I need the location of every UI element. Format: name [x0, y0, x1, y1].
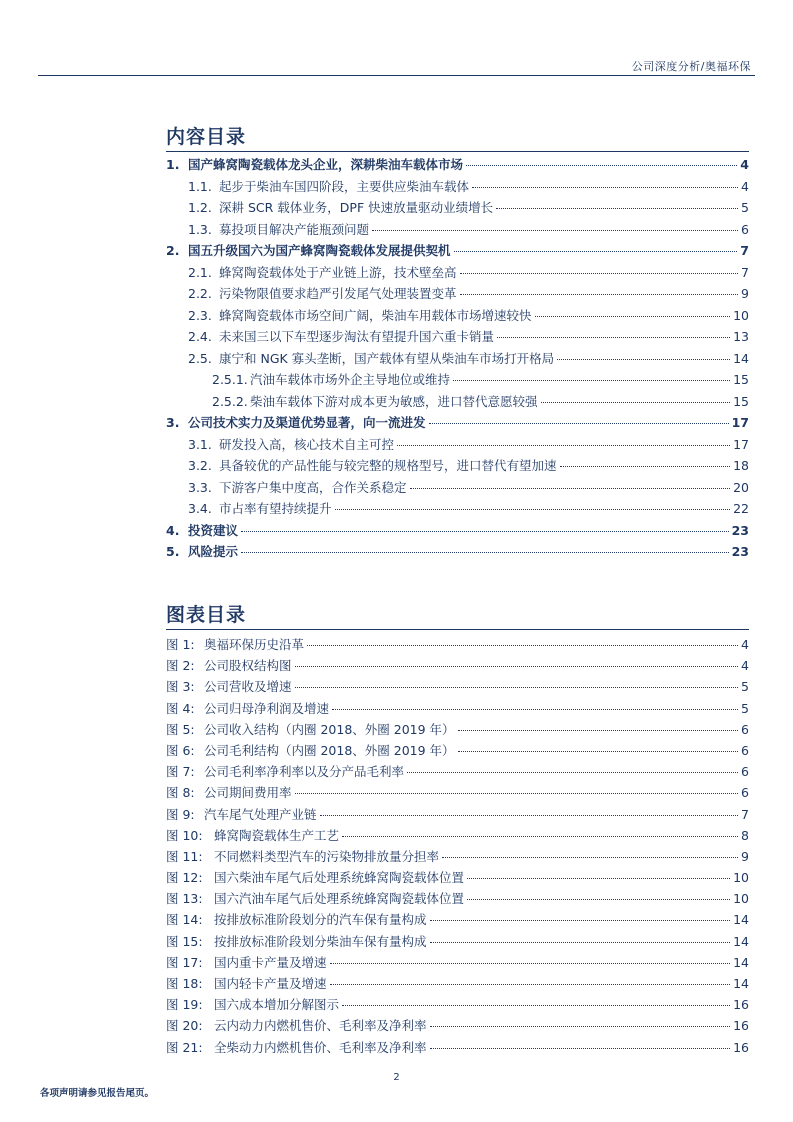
figure-entry[interactable] — [166, 761, 749, 782]
figure-entry[interactable] — [166, 782, 749, 803]
figure-entry-page: 16 — [733, 1018, 749, 1034]
figure-entry-number: 图 2: — [166, 658, 195, 674]
toc-entry-text: 国五升级国六为国产蜂窝陶瓷载体发展提供契机 — [188, 243, 451, 258]
dot-leader — [342, 1005, 730, 1006]
toc-entry[interactable] — [166, 412, 749, 434]
dot-leader — [295, 687, 739, 688]
figure-entry-number: 图 11: — [166, 848, 203, 864]
toc-entry-text: 下游客户集中度高，合作关系稳定 — [219, 479, 407, 495]
dot-leader — [460, 273, 739, 274]
figure-entry[interactable] — [166, 846, 749, 867]
toc-entry-page: 17 — [731, 415, 749, 430]
figure-entry[interactable] — [166, 740, 749, 761]
dot-leader — [458, 751, 739, 752]
page-number: 2 — [393, 1072, 400, 1083]
figure-entry-page: 4 — [741, 637, 749, 652]
dot-leader — [332, 709, 738, 710]
toc-entry-text: 具备较优的产品性能与较完整的规格型号，进口替代有望加速 — [219, 458, 557, 473]
dot-leader — [330, 963, 731, 964]
toc-entry-number: 1.2. — [188, 200, 212, 215]
toc-entry-number: 3.4. — [188, 501, 212, 516]
figure-entry[interactable] — [166, 909, 749, 930]
dot-leader — [372, 230, 738, 231]
figure-entry-number: 图 3: — [166, 679, 195, 695]
toc-entry-page: 7 — [740, 243, 749, 258]
figure-entry[interactable] — [166, 655, 749, 676]
figure-entry-text: 公司期间费用率 — [204, 785, 292, 801]
figure-entry-text: 云内动力内燃机售价、毛利率及净利率 — [214, 1018, 427, 1034]
toc-entry-page: 13 — [733, 329, 749, 344]
figure-entry-text: 蜂窝陶瓷载体生产工艺 — [214, 827, 340, 843]
figure-entry-text: 公司股权结构图 — [204, 658, 292, 674]
figure-entry-number: 图 5: — [166, 721, 195, 737]
toc-entry[interactable] — [166, 154, 749, 176]
toc-entry-number: 2.5.1. — [212, 372, 248, 387]
figure-entry[interactable] — [166, 931, 749, 952]
toc-entry-number: 2.4. — [188, 329, 212, 344]
toc-entry-text: 投资建议 — [188, 522, 239, 538]
figure-entry-number: 图 12: — [166, 870, 203, 886]
toc-title-divider — [166, 151, 749, 152]
figure-entry-page: 6 — [741, 721, 749, 737]
toc-entry-number: 4. — [166, 522, 180, 538]
toc-entry-page: 14 — [733, 350, 749, 366]
toc-entry-page: 15 — [733, 393, 749, 409]
figure-entry[interactable] — [166, 973, 749, 994]
toc-entry-text: 起步于柴油车国四阶段，主要供应柴油车载体 — [219, 178, 470, 194]
toc-entry[interactable] — [166, 477, 749, 499]
dot-leader — [342, 836, 738, 837]
toc-entry-text: 募投项目解决产能瓶颈问题 — [219, 221, 370, 237]
toc-entry[interactable] — [166, 197, 749, 219]
figure-entry[interactable] — [166, 952, 749, 973]
figure-entry-number: 图 20: — [166, 1018, 203, 1034]
figure-entry-number: 图 6: — [166, 742, 195, 758]
dot-leader — [430, 920, 731, 921]
figure-entry-page: 10 — [733, 870, 749, 886]
toc-entry-page: 4 — [741, 178, 749, 194]
toc-entry-page: 5 — [741, 200, 749, 215]
figure-entry-number: 图 8: — [166, 785, 195, 801]
disclaimer: 各项声明请参见报告尾页。 — [40, 1088, 155, 1099]
toc-entry[interactable] — [166, 262, 749, 284]
toc-entry[interactable] — [166, 434, 749, 456]
figure-entry[interactable] — [166, 1037, 749, 1058]
figure-entry-text: 按排放标准阶段划分的汽车保有量构成 — [214, 912, 427, 928]
figure-entry[interactable] — [166, 825, 749, 846]
dot-leader — [560, 466, 731, 467]
figure-entry[interactable] — [166, 719, 749, 740]
toc-entry-text: 柴油车载体下游对成本更为敏感，进口替代意愿较强 — [250, 393, 538, 409]
figure-entry-number: 图 9: — [166, 806, 195, 822]
toc-entry-text: 蜂窝陶瓷载体市场空间广阔，柴油车用载体市场增速较快 — [219, 307, 532, 323]
dot-leader — [429, 423, 729, 424]
figure-entry-number: 图 7: — [166, 764, 195, 780]
toc-entry-page: 18 — [733, 458, 749, 473]
figure-entry[interactable] — [166, 676, 749, 697]
figure-entry-number: 图 13: — [166, 891, 203, 907]
figure-entry-text: 公司毛利结构（内圈 2018、外圈 2019 年） — [204, 742, 455, 758]
toc-entry-text: 深耕 SCR 载体业务，DPF 快速放量驱动业绩增长 — [219, 200, 494, 215]
toc-entry-number: 5. — [166, 544, 180, 559]
figure-entry-number: 图 17: — [166, 954, 203, 970]
dot-leader — [541, 402, 731, 403]
toc-entry[interactable] — [166, 369, 749, 391]
toc-entry-page: 7 — [741, 264, 749, 280]
figure-entry-page: 5 — [741, 679, 749, 695]
figure-entry-text: 国六成本增加分解图示 — [214, 997, 340, 1013]
dot-leader — [454, 251, 738, 252]
figure-entry-page: 6 — [741, 742, 749, 758]
figure-entry[interactable] — [166, 698, 749, 719]
dot-leader — [295, 793, 739, 794]
figure-list-title: 图表目录 — [166, 604, 247, 626]
dot-leader — [330, 984, 731, 985]
dot-leader — [460, 294, 739, 295]
figure-entry-number: 图 15: — [166, 933, 203, 949]
toc-entry[interactable] — [166, 219, 749, 241]
toc-entry-text: 蜂窝陶瓷载体处于产业链上游，技术壁垒高 — [219, 264, 457, 280]
dot-leader — [241, 531, 729, 532]
toc-entry-page: 15 — [733, 372, 749, 387]
figure-entry-text: 公司毛利率净利率以及分产品毛利率 — [204, 764, 405, 780]
dot-leader — [557, 359, 730, 360]
toc-entry-page: 6 — [741, 221, 749, 237]
toc-entry-number: 1.3. — [188, 221, 212, 237]
dot-leader — [320, 815, 739, 816]
dot-leader — [430, 1048, 731, 1049]
toc-entry-number: 1.1. — [188, 178, 212, 194]
dot-leader — [496, 208, 738, 209]
toc-entry[interactable] — [166, 305, 749, 327]
toc-entry-text: 风险提示 — [188, 544, 239, 559]
figure-entry-page: 14 — [733, 976, 749, 991]
toc-list — [166, 154, 749, 563]
toc-entry-page: 4 — [740, 157, 749, 172]
figure-entry-text: 全柴动力内燃机售价、毛利率及净利率 — [214, 1039, 427, 1055]
figure-entry[interactable] — [166, 804, 749, 825]
toc-entry-number: 2.1. — [188, 264, 212, 280]
figure-entry-page: 7 — [741, 806, 749, 822]
toc-entry-number: 3. — [166, 415, 180, 430]
toc-entry-text: 未来国三以下车型逐步淘汰有望提升国六重卡销量 — [219, 329, 495, 344]
figure-entry[interactable] — [166, 888, 749, 909]
figure-entry-page: 14 — [733, 933, 749, 949]
dot-leader — [397, 445, 730, 446]
toc-entry[interactable] — [166, 240, 749, 262]
figure-entry-page: 6 — [741, 785, 749, 801]
toc-entry-number: 2. — [166, 243, 180, 258]
figure-entry-text: 国内重卡产量及增速 — [214, 954, 327, 970]
toc-entry-text: 公司技术实力及渠道优势显著，向一流进发 — [188, 415, 426, 430]
toc-entry-number: 3.2. — [188, 458, 212, 473]
figure-entry-page: 9 — [741, 848, 749, 864]
toc-entry-text: 污染物限值要求趋严引发尾气处理装置变革 — [219, 286, 457, 301]
toc-entry-page: 22 — [733, 501, 749, 516]
figure-entry-number: 图 14: — [166, 912, 203, 928]
figure-entry-number: 图 10: — [166, 827, 203, 843]
figure-entry-number: 图 4: — [166, 700, 195, 716]
toc-entry-page: 20 — [733, 479, 749, 495]
toc-entry-page: 10 — [733, 307, 749, 323]
figure-entry[interactable] — [166, 634, 749, 655]
figure-entry-number: 图 19: — [166, 997, 203, 1013]
figure-entry-text: 不同燃料类型汽车的污染物排放量分担率 — [214, 848, 440, 864]
toc-entry[interactable] — [166, 541, 749, 563]
toc-entry-number: 3.3. — [188, 479, 212, 495]
toc-entry[interactable] — [166, 391, 749, 413]
figure-entry[interactable] — [166, 867, 749, 888]
toc-entry[interactable] — [166, 283, 749, 305]
toc-entry-number: 2.2. — [188, 286, 212, 301]
figure-entry-page: 6 — [741, 764, 749, 780]
figure-entry-page: 16 — [733, 1039, 749, 1055]
dot-leader — [535, 316, 731, 317]
dot-leader — [458, 730, 739, 731]
figure-entry-page: 14 — [733, 912, 749, 928]
figure-entry-number: 图 1: — [166, 637, 195, 652]
figure-list-title-divider — [166, 629, 749, 630]
dot-leader — [497, 337, 730, 338]
toc-entry-page: 17 — [733, 436, 749, 452]
dot-leader — [466, 165, 737, 166]
toc-entry-number: 2.3. — [188, 307, 212, 323]
figure-entry[interactable] — [166, 994, 749, 1015]
figure-entry-text: 国六柴油车尾气后处理系统蜂窝陶瓷载体位置 — [214, 870, 465, 886]
dot-leader — [241, 552, 729, 553]
figure-entry-text: 公司收入结构（内圈 2018、外圈 2019 年） — [204, 721, 455, 737]
figure-list — [166, 634, 749, 1058]
dot-leader — [407, 772, 738, 773]
toc-entry-page: 23 — [731, 544, 749, 559]
figure-entry-text: 公司营收及增速 — [204, 679, 292, 695]
dot-leader — [335, 509, 731, 510]
dot-leader — [430, 942, 731, 943]
dot-leader — [453, 380, 730, 381]
dot-leader — [467, 878, 730, 879]
toc-entry[interactable] — [166, 326, 749, 348]
figure-entry-page: 14 — [733, 954, 749, 970]
toc-entry-text: 汽油车载体市场外企主导地位或维持 — [250, 372, 451, 387]
dot-leader — [472, 187, 738, 188]
figure-entry-text: 公司归母净利润及增速 — [204, 700, 330, 716]
figure-entry-text: 国内轻卡产量及增速 — [214, 976, 327, 991]
figure-entry-number: 图 21: — [166, 1039, 203, 1055]
toc-entry[interactable] — [166, 455, 749, 477]
toc-title: 内容目录 — [166, 126, 247, 148]
toc-entry-text: 研发投入高，核心技术自主可控 — [219, 436, 395, 452]
figure-entry-page: 5 — [741, 700, 749, 716]
figure-entry-text: 国六汽油车尾气后处理系统蜂窝陶瓷载体位置 — [214, 891, 465, 907]
header-divider — [38, 75, 755, 76]
figure-entry-page: 16 — [733, 997, 749, 1013]
toc-entry[interactable] — [166, 176, 749, 198]
figure-entry-text: 奥福环保历史沿革 — [204, 637, 305, 652]
toc-entry-number: 1. — [166, 157, 180, 172]
toc-entry-text: 国产蜂窝陶瓷载体龙头企业，深耕柴油车载体市场 — [188, 157, 464, 172]
dot-leader — [410, 488, 731, 489]
toc-entry[interactable] — [166, 348, 749, 370]
dot-leader — [430, 1026, 731, 1027]
dot-leader — [295, 666, 739, 667]
toc-entry-page: 23 — [731, 522, 749, 538]
figure-entry-page: 8 — [741, 827, 749, 843]
toc-entry-number: 2.5. — [188, 350, 212, 366]
figure-entry-page: 4 — [741, 658, 749, 674]
dot-leader — [467, 899, 730, 900]
dot-leader — [442, 857, 738, 858]
toc-entry-page: 9 — [741, 286, 749, 301]
figure-entry-text: 汽车尾气处理产业链 — [204, 806, 317, 822]
toc-entry[interactable] — [166, 498, 749, 520]
toc-entry-number: 3.1. — [188, 436, 212, 452]
toc-entry[interactable] — [166, 520, 749, 542]
header-title: 公司深度分析/奥福环保 — [631, 60, 751, 73]
figure-entry-number: 图 18: — [166, 976, 203, 991]
figure-entry-page: 10 — [733, 891, 749, 907]
figure-entry[interactable] — [166, 1015, 749, 1036]
figure-entry-text: 按排放标准阶段划分柴油车保有量构成 — [214, 933, 427, 949]
toc-entry-number: 2.5.2. — [212, 393, 248, 409]
dot-leader — [307, 645, 738, 646]
toc-entry-text: 康宁和 NGK 寡头垄断，国产载体有望从柴油车市场打开格局 — [219, 350, 555, 366]
toc-entry-text: 市占率有望持续提升 — [219, 501, 332, 516]
